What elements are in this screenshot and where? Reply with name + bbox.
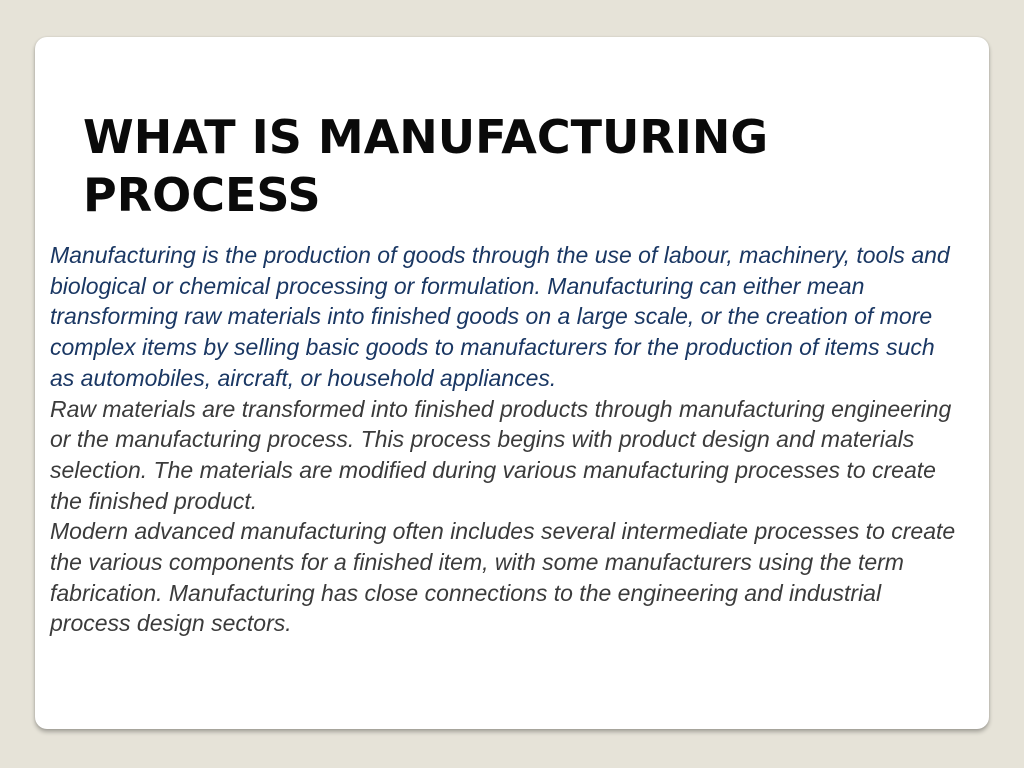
body-paragraph-process: Raw materials are transformed into finished products through manufacturing engineering or the manufacturing process. This process begins with product design and materials selection. The materials are modified during various manufacturing processes to create the finished product.: [50, 395, 952, 514]
slide-title: WHAT IS MANUFACTURING PROCESS: [83, 110, 769, 222]
body-paragraph-definition: Manufacturing is the production of goods through the use of labour, machinery, tools and biological or chemical processing or formulation. Manufacturing can either mean transforming raw materials into finished goods on a large scale, or the creation of more complex items by selling basic goods to manufacturers for the production of items such as automobiles, aircraft, or household appliances.: [50, 242, 950, 391]
slide-body: [50, 240, 965, 639]
body-paragraph-modern: Modern advanced manufacturing often includes several intermediate processes to create the various components for a finished item, with some manufacturers using the term fabrication. Manufacturing has close connections to the engineering and industrial process design sectors.: [50, 518, 956, 637]
